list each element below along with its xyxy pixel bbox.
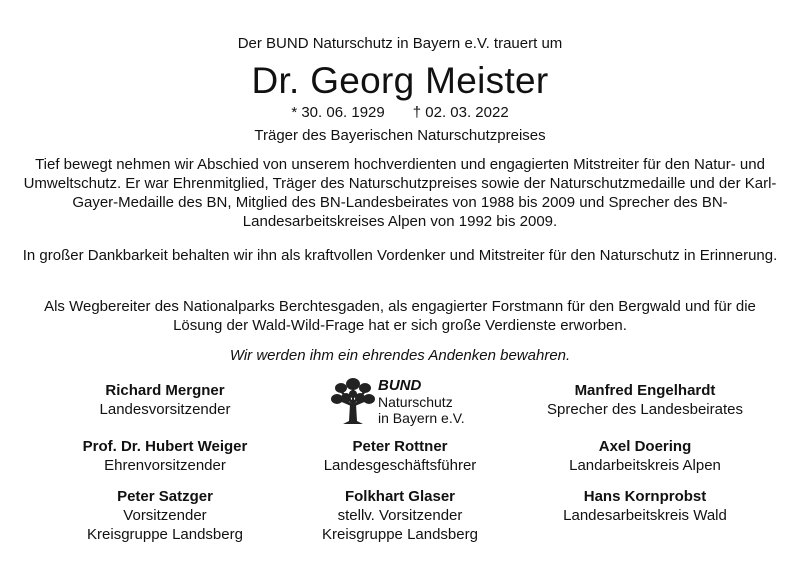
signatory-middle-1 [275, 437, 525, 475]
signatory-role: Landesgeschäftsführer [323, 457, 477, 474]
intro-line: Der BUND Naturschutz in Bayern e.V. trauert um [237, 35, 563, 52]
signatory-name: Axel Doering [598, 438, 692, 455]
deceased-name: Dr. Georg Meister [251, 60, 549, 101]
signatory-name: Prof. Dr. Hubert Weiger [82, 438, 248, 455]
signatory-role: Kreisgruppe Landsberg [87, 526, 243, 543]
signatory-role: stellv. Vorsitzender [337, 507, 463, 524]
award-line: Träger des Bayerischen Naturschutzpreises [254, 127, 546, 144]
signatory-name: Peter Satzger [117, 488, 213, 505]
paragraph-merits: Als Wegbereiter des Nationalparks Berchtesgaden, als engagierter Forstmann für den Bergwald und für die Lösung der Wald-Wild-Frage hat er sich große Verdienste erworben. [44, 298, 756, 334]
signatory-name: Peter Rottner [352, 438, 448, 455]
signatory-name: Folkhart Glaser [344, 488, 456, 505]
signatory-middle-2 [275, 487, 525, 544]
signatory-name: Richard Mergner [105, 382, 225, 399]
paragraph-tribute: Tief bewegt nehmen wir Abschied von unserem hochverdienten und engagierten Mitstreiter für den Natur- und Umweltschutz. Er war Ehrenmitglied, Träger des Naturschutzpreises sowie der Naturschutzmedaille und der Karl-Gayer-Medaille des BN, Mitglied des BN-Landesbeirates von 1988 bis 2009 und Sprecher des BN-Landesarbeitskreises Alpen von 1992 bis 2009. [23, 156, 777, 230]
signatory-role: Landesvorsitzender [99, 401, 231, 418]
signatory-right-1 [520, 381, 770, 419]
signatory-role: Landarbeitskreis Alpen [569, 457, 721, 474]
tree-icon [330, 376, 376, 428]
signatory-name: Manfred Engelhardt [574, 382, 716, 399]
bund-logo [330, 376, 475, 430]
life-dates [0, 104, 800, 121]
logo-line-3: in Bayern e.V. [378, 410, 465, 426]
birth-date: * 30. 06. 1929 [291, 104, 385, 121]
signatory-left-2 [40, 437, 290, 475]
signatory-right-2 [520, 437, 770, 475]
signatory-left-3 [40, 487, 290, 544]
closing-line: Wir werden ihm ein ehrendes Andenken bewahren. [229, 347, 571, 364]
signatory-role: Kreisgruppe Landsberg [322, 526, 478, 543]
death-date: † 02. 03. 2022 [412, 104, 509, 121]
signatory-left-1 [40, 381, 290, 419]
signatory-right-3 [520, 487, 770, 525]
signatory-role: Ehrenvorsitzender [104, 457, 226, 474]
signatory-role: Sprecher des Landesbeirates [547, 401, 743, 418]
logo-wordmark [378, 378, 465, 426]
signatory-name: Hans Kornprobst [583, 488, 707, 505]
signatory-role: Landesarbeitskreis Wald [563, 507, 727, 524]
signatory-role: Vorsitzender [123, 507, 207, 524]
logo-line-2: Naturschutz [378, 394, 453, 410]
paragraph-gratitude: In großer Dankbarkeit behalten wir ihn als kraftvollen Vordenker und Mitstreiter für den Naturschutz in Erinnerung. [22, 247, 778, 264]
logo-line-1: BUND [378, 377, 422, 394]
